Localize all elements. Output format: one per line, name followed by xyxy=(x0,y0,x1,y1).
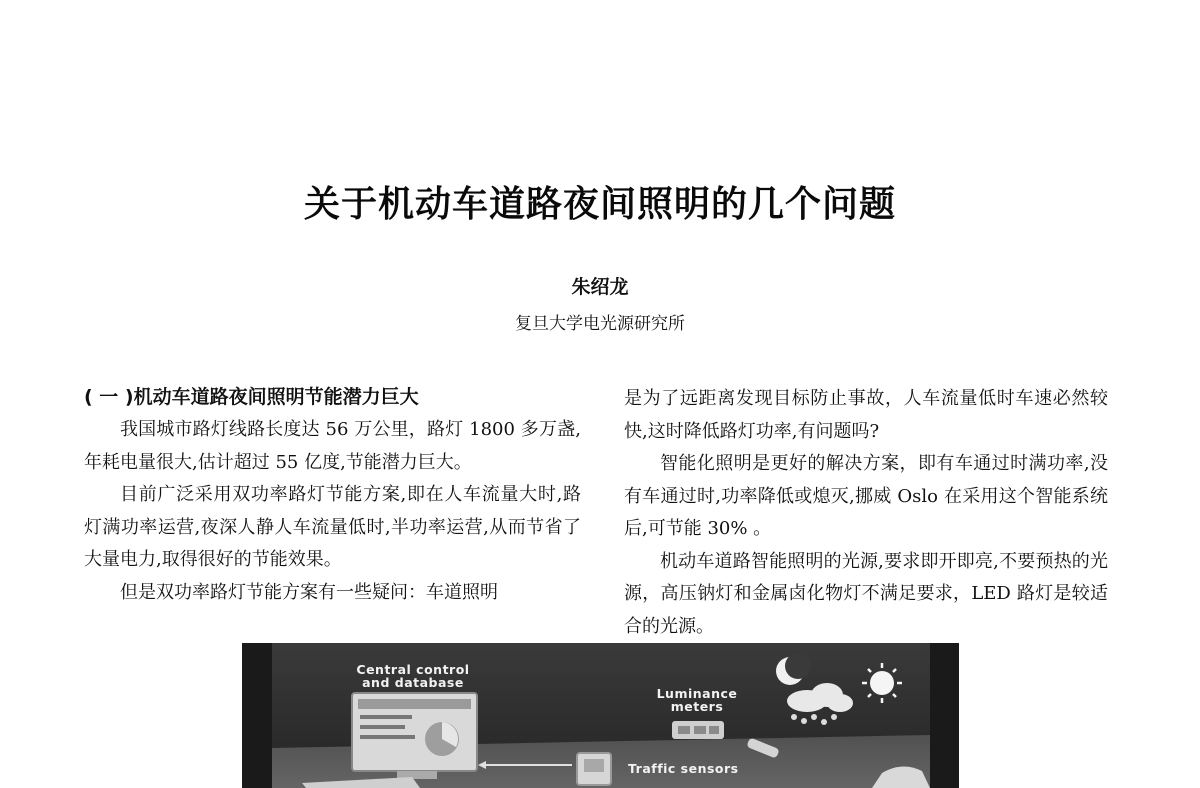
paragraph: 我国城市路灯线路长度达 56 万公里，路灯 1800 多万盏,年耗电量很大,估计超过 55 亿度,节能潜力巨大。 xyxy=(84,419,581,473)
article-title: 关于机动车道路夜间照明的几个问题 xyxy=(303,184,896,225)
paragraph: 目前广泛采用双功率路灯节能方案,即在人车流量大时,路灯满功率运营,夜深人静人车流量低时,半功率运营,从而节省了大量电力,取得很好的节能效果。 xyxy=(84,484,581,570)
paragraph: 机动车道路智能照明的光源,要求即开即亮,不要预热的光源，高压钠灯和金属卤化物灯不满足要求，LED 路灯是较适合的光源。 xyxy=(624,550,1108,637)
traffic-sensors-label: Traffic sensors xyxy=(628,761,739,776)
section-heading: ( 一 )机动车道路夜间照明节能潜力巨大 xyxy=(84,386,419,408)
monitor-icon xyxy=(352,693,477,779)
luminance-meter-icon xyxy=(672,721,724,739)
author-affiliation: 复旦大学电光源研究所 xyxy=(515,314,685,334)
paragraph: 但是双功率路灯节能方案有一些疑问：车道照明 xyxy=(120,581,498,603)
paragraph-continuation: 是为了远距离发现目标防止事故，人车流量低时车速必然较快,这时降低路灯功率,有问题吗? xyxy=(624,388,1108,442)
left-column xyxy=(84,383,581,609)
central-control-label: Central control and database xyxy=(356,662,470,690)
traffic-sensor-icon xyxy=(577,753,611,785)
right-column xyxy=(624,383,1108,643)
paragraph: 智能化照明是更好的解决方案，即有车通过时满功率,没有车通过时,功率降低或熄灭,挪威 Oslo 在采用这个智能系统后,可节能 30% 。 xyxy=(624,453,1108,539)
smart-lighting-figure xyxy=(242,643,959,788)
luminance-meters-label: Luminance meters xyxy=(656,686,738,714)
author-name: 朱绍龙 xyxy=(571,276,629,298)
